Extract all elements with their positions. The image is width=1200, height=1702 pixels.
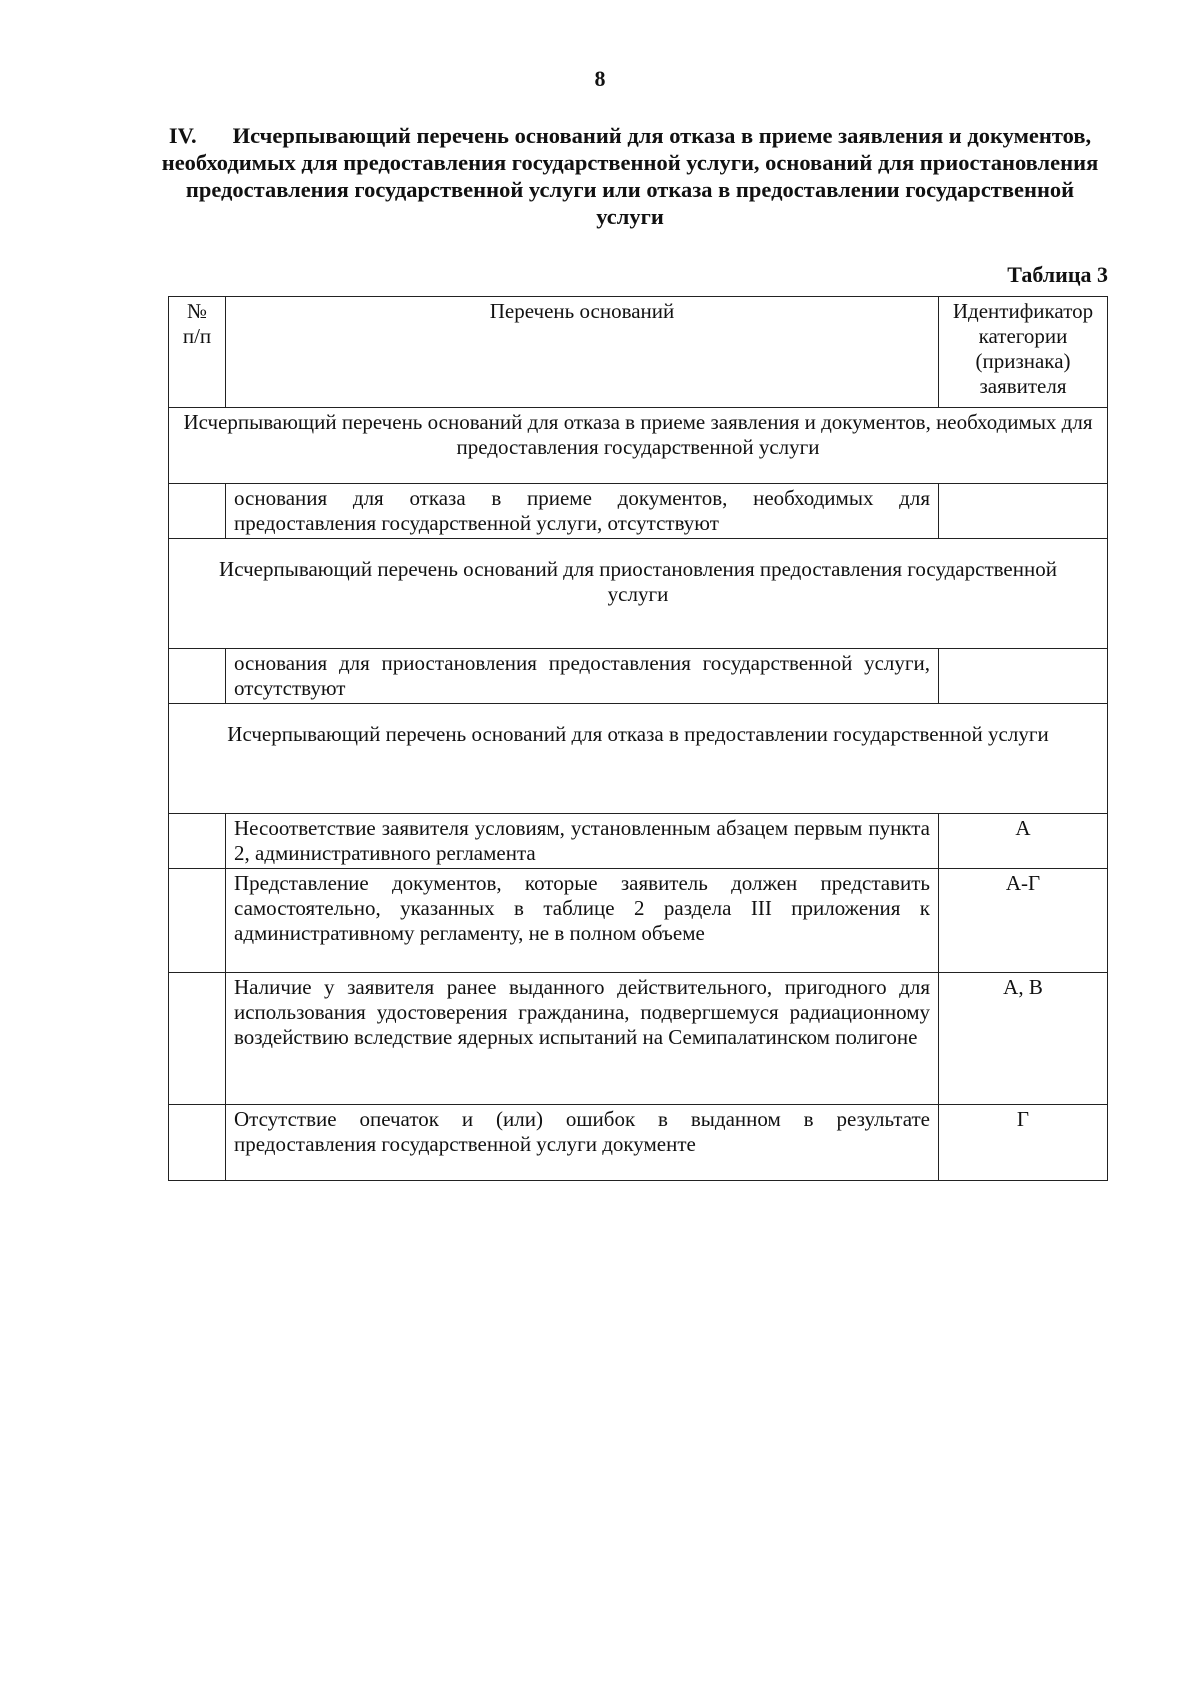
section-row	[169, 408, 1108, 484]
row-number	[169, 484, 226, 539]
header-identifier: Идентификатор категории (признака) заявителя	[939, 297, 1108, 408]
header-number: № п/п	[169, 297, 226, 408]
table-row	[169, 1105, 1108, 1181]
row-number	[169, 869, 226, 973]
row-grounds-text: Представление документов, которые заявитель должен представить самостоятельно, указанных в таблице 2 раздела III приложения к административному регламенту, не в полном объеме	[226, 869, 939, 973]
section-row	[169, 539, 1108, 649]
table-row	[169, 649, 1108, 704]
section-roman-numeral: IV.	[168, 123, 197, 148]
section-title-refusal-acceptance: Исчерпывающий перечень оснований для отказа в приеме заявления и документов, необходимых для предоставления государственной услуги	[169, 408, 1108, 484]
row-grounds-text: Наличие у заявителя ранее выданного действительного, пригодного для использования удостоверения гражданина, подвергшемуся радиационному воздействию вследствие ядерных испытаний на Семипалатинском полигоне	[226, 973, 939, 1105]
table-row	[169, 814, 1108, 869]
row-number	[169, 1105, 226, 1181]
section-title-refusal-service: Исчерпывающий перечень оснований для отказа в предоставлении государственной услуги	[169, 704, 1108, 814]
table-row	[169, 869, 1108, 973]
header-grounds: Перечень оснований	[226, 297, 939, 408]
section-title: Исчерпывающий перечень оснований для отказа в приеме заявления и документов, необходимых для предоставления государственной услуги, оснований для приостановления предоставления государственной услуги или отказа в предоставлении государственной услуги	[161, 123, 1099, 229]
grounds-table	[168, 296, 1108, 1181]
table-header-row	[169, 297, 1108, 408]
section-row	[169, 704, 1108, 814]
table-caption: Таблица 3	[1007, 262, 1108, 287]
row-grounds-text: основания для приостановления предоставления государственной услуги, отсутствуют	[226, 649, 939, 704]
row-grounds-text: основания для отказа в приеме документов, необходимых для предоставления государственной услуги, отсутствуют	[226, 484, 939, 539]
row-identifier: А-Г	[939, 869, 1108, 973]
table-row	[169, 484, 1108, 539]
row-grounds-text: Несоответствие заявителя условиям, установленным абзацем первым пункта 2, административного регламента	[226, 814, 939, 869]
row-identifier: Г	[939, 1105, 1108, 1181]
row-number	[169, 814, 226, 869]
row-grounds-text: Отсутствие опечаток и (или) ошибок в выданном в результате предоставления государственной услуги документе	[226, 1105, 939, 1181]
section-title-suspension: Исчерпывающий перечень оснований для приостановления предоставления государственной услуги	[169, 539, 1108, 649]
row-identifier	[939, 484, 1108, 539]
row-identifier: А, В	[939, 973, 1108, 1105]
row-number	[169, 973, 226, 1105]
table-row	[169, 973, 1108, 1105]
page-number: 8	[594, 66, 606, 91]
row-identifier: А	[939, 814, 1108, 869]
section-heading	[160, 122, 1100, 230]
row-number	[169, 649, 226, 704]
row-identifier	[939, 649, 1108, 704]
